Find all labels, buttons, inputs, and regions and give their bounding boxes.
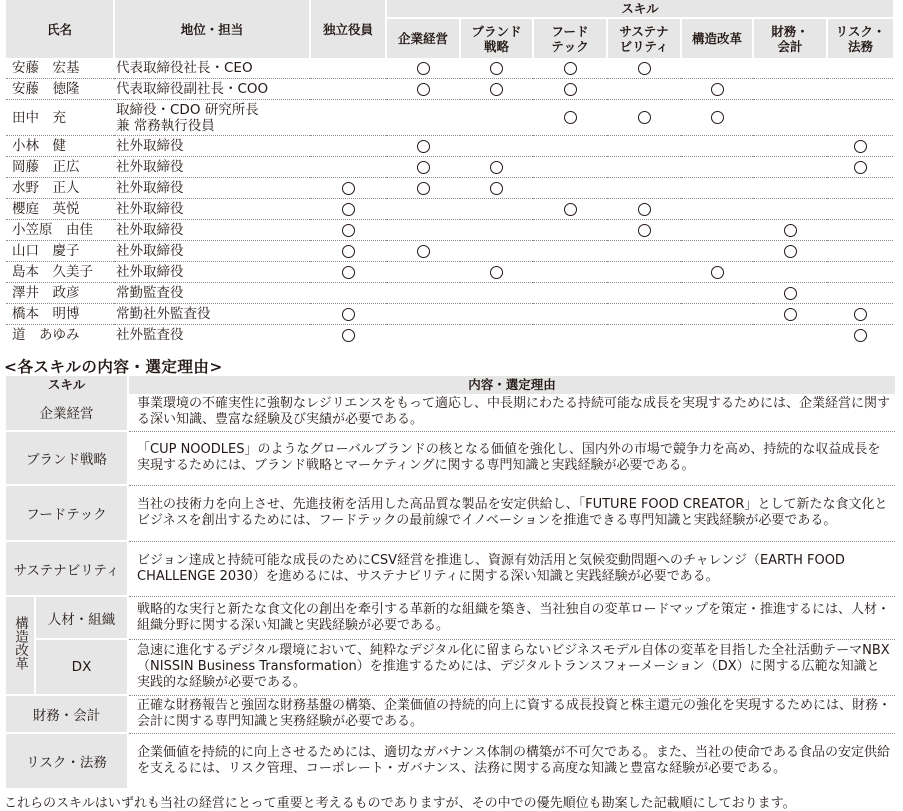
skill-cell: [607, 325, 681, 346]
skill-cell: [386, 220, 460, 241]
director-name: 小笠原 由佳: [6, 220, 114, 241]
header-skill-line: 構造改革: [691, 31, 742, 46]
skill-cell: [386, 241, 460, 262]
director-row: [6, 220, 893, 241]
header-skill-line: テック: [551, 38, 589, 54]
director-position-line: 取締役・CDO 研究所長: [116, 101, 259, 118]
skill-label-hr-organization: 人材・組織: [35, 596, 128, 639]
skill-cell: [827, 79, 893, 100]
circle-mark-icon: [490, 83, 503, 96]
header-position: 地位・担当: [114, 0, 310, 58]
director-row: [6, 325, 893, 346]
director-position-line: 社外取締役: [116, 264, 184, 280]
circle-mark-icon: [564, 83, 577, 96]
independent-cell: [310, 283, 386, 304]
director-row: [6, 283, 893, 304]
skill-cell: [533, 178, 607, 199]
circle-mark-icon: [784, 287, 797, 300]
director-position: [114, 304, 310, 325]
director-position-line: 代表取締役社長・CEO: [116, 60, 253, 76]
skill-reason-corporate-management: 事業環境の不確実性に強靭なレジリエンスをもって適応し、中長期にわたる持続可能な成長を実現するためには、企業経営に関する深い知識、豊富な経験及び実績が必要である。: [128, 394, 895, 431]
director-name: 小林 健: [6, 136, 114, 157]
circle-mark-icon: [342, 224, 355, 237]
skill-matrix-table: [6, 0, 893, 345]
header-skill-line: 財務・: [771, 23, 809, 39]
circle-mark-icon: [564, 62, 577, 75]
circle-mark-icon: [490, 182, 503, 195]
skill-cell: [827, 178, 893, 199]
director-row: [6, 100, 893, 136]
skill-cell: [753, 79, 827, 100]
independent-cell: [310, 136, 386, 157]
skill-cell: [460, 178, 533, 199]
circle-mark-icon: [784, 308, 797, 321]
skill-cell: [533, 262, 607, 283]
skill-cell: [753, 199, 827, 220]
circle-mark-icon: [342, 266, 355, 279]
director-row: [6, 241, 893, 262]
skill-cell: [753, 157, 827, 178]
skill-label-finance-accounting: 財務・会計: [6, 695, 128, 733]
skill-cell: [533, 304, 607, 325]
header-skills: スキル: [386, 0, 893, 18]
director-position-line: 常勤監査役: [116, 285, 184, 301]
skill-cell: [460, 283, 533, 304]
skill-cell: [607, 100, 681, 136]
skill-cell: [753, 58, 827, 79]
skill-cell: [827, 157, 893, 178]
skill-group-label: 構造改革: [12, 616, 28, 670]
skill-cell: [607, 157, 681, 178]
circle-mark-icon: [342, 245, 355, 258]
skill-cell: [460, 262, 533, 283]
skill-cell: [386, 136, 460, 157]
skill-label-sustainability: サステナビリティ: [6, 541, 128, 596]
skill-cell: [753, 262, 827, 283]
skill-label-risk-legal: リスク・法務: [6, 733, 128, 789]
circle-mark-icon: [854, 308, 867, 321]
circle-mark-icon: [638, 224, 651, 237]
circle-mark-icon: [854, 329, 867, 342]
header-skill-col: [533, 18, 607, 58]
header-skill-col: [607, 18, 681, 58]
header-skill-col: [460, 18, 533, 58]
circle-mark-icon: [342, 182, 355, 195]
skill-label-dx: DX: [35, 639, 128, 695]
independent-cell: [310, 241, 386, 262]
skill-cell: [827, 199, 893, 220]
director-name: 安藤 徳隆: [6, 79, 114, 100]
skill-cell: [827, 136, 893, 157]
header-independent: 独立役員: [310, 0, 386, 58]
skill-cell: [681, 157, 753, 178]
skill-label-food-tech: フードテック: [6, 485, 128, 541]
skill-cell: [681, 100, 753, 136]
director-position: [114, 325, 310, 346]
independent-cell: [310, 79, 386, 100]
skill-cell: [460, 325, 533, 346]
skill-cell: [386, 262, 460, 283]
director-position-line: 社外取締役: [116, 201, 184, 217]
circle-mark-icon: [342, 329, 355, 342]
director-position: [114, 262, 310, 283]
director-row: [6, 304, 893, 325]
skill-cell: [753, 100, 827, 136]
skill-cell: [460, 79, 533, 100]
section-title: <各スキルの内容・選定理由>: [4, 358, 223, 376]
skill-cell: [460, 220, 533, 241]
circle-mark-icon: [638, 203, 651, 216]
skill-cell: [681, 262, 753, 283]
skill-cell: [460, 157, 533, 178]
skill-cell: [681, 79, 753, 100]
header-skill-line: フード: [551, 23, 589, 39]
director-position: [114, 100, 310, 136]
skill-cell: [386, 304, 460, 325]
skill-reason-sustainability: ビジョン達成と持続可能な成長のためにCSV経営を推進し、資源有効活用と気候変動問題へのチャレンジ（EARTH FOOD CHALLENGE 2030）を進めるには、サステナビリティに関する深い知識と実践経験が必要である。: [128, 541, 895, 596]
circle-mark-icon: [417, 62, 430, 75]
independent-cell: [310, 304, 386, 325]
header-name: 氏名: [6, 0, 114, 58]
skill-label-brand-strategy: ブランド戦略: [6, 431, 128, 485]
circle-mark-icon: [784, 224, 797, 237]
circle-mark-icon: [417, 83, 430, 96]
circle-mark-icon: [417, 182, 430, 195]
skill-cell: [533, 220, 607, 241]
skill-cell: [607, 136, 681, 157]
skill-cell: [386, 157, 460, 178]
skill-cell: [533, 100, 607, 136]
director-position-line: 常勤社外監査役: [116, 306, 211, 322]
director-position: [114, 241, 310, 262]
skill-cell: [386, 178, 460, 199]
skill-reason-finance-accounting: 正確な財務報告と強固な財務基盤の構築、企業価値の持続的向上に資する成長投資と株主還元の強化を実現するためには、財務・会計に関する専門知識と実務経験が必要である。: [128, 695, 895, 733]
director-name: 橋本 明博: [6, 304, 114, 325]
skill-cell: [681, 220, 753, 241]
independent-cell: [310, 325, 386, 346]
header-skill: スキル: [6, 376, 128, 394]
director-position: [114, 283, 310, 304]
independent-cell: [310, 220, 386, 241]
independent-cell: [310, 157, 386, 178]
skill-cell: [681, 136, 753, 157]
skill-cell: [681, 283, 753, 304]
skill-cell: [827, 325, 893, 346]
footnote: これらのスキルはいずれも当社の経営にとって重要と考えるものでありますが、その中での優先順位も勘案した記載順にしております。: [4, 796, 796, 811]
skill-cell: [753, 241, 827, 262]
skill-cell: [607, 241, 681, 262]
skill-cell: [753, 220, 827, 241]
circle-mark-icon: [564, 203, 577, 216]
skill-cell: [681, 304, 753, 325]
circle-mark-icon: [711, 266, 724, 279]
skill-cell: [681, 178, 753, 199]
skill-cell: [533, 136, 607, 157]
skill-cell: [607, 304, 681, 325]
circle-mark-icon: [638, 62, 651, 75]
skill-cell: [533, 79, 607, 100]
skill-cell: [681, 325, 753, 346]
director-position-line: 社外監査役: [116, 327, 184, 343]
circle-mark-icon: [417, 140, 430, 153]
header-skill-col: [386, 18, 460, 58]
header-skill-col: [753, 18, 827, 58]
circle-mark-icon: [417, 245, 430, 258]
director-row: [6, 79, 893, 100]
circle-mark-icon: [490, 266, 503, 279]
skill-cell: [827, 304, 893, 325]
circle-mark-icon: [711, 83, 724, 96]
director-position: [114, 199, 310, 220]
circle-mark-icon: [854, 140, 867, 153]
header-skill-line: 会計: [777, 38, 803, 54]
skill-cell: [460, 100, 533, 136]
director-name: 道 あゆみ: [12, 327, 80, 343]
director-row: [6, 58, 893, 79]
skill-cell: [827, 241, 893, 262]
director-position-line: 兼 常務執行役員: [116, 117, 215, 134]
director-name: 安藤 宏基: [6, 58, 114, 79]
circle-mark-icon: [784, 245, 797, 258]
circle-mark-icon: [490, 161, 503, 174]
director-position-line: 社外取締役: [116, 159, 184, 175]
independent-cell: [310, 58, 386, 79]
circle-mark-icon: [342, 308, 355, 321]
header-skill-line: ビリティ: [619, 38, 669, 54]
director-position-line: 社外取締役: [116, 180, 184, 196]
skill-cell: [386, 325, 460, 346]
skill-cell: [607, 178, 681, 199]
director-position-line: 社外取締役: [116, 243, 184, 259]
skill-cell: [681, 58, 753, 79]
circle-mark-icon: [711, 111, 724, 124]
director-position-line: 代表取締役副社長・COO: [116, 81, 269, 97]
director-position: [114, 178, 310, 199]
skill-cell: [386, 283, 460, 304]
director-row: [6, 157, 893, 178]
skill-label-corporate-management: 企業経営: [6, 394, 128, 431]
skill-cell: [460, 136, 533, 157]
director-name: 島本 久美子: [6, 262, 114, 283]
header-skill-col: [681, 18, 753, 58]
header-skill-line: 法務: [847, 38, 873, 54]
circle-mark-icon: [564, 111, 577, 124]
skill-cell: [533, 58, 607, 79]
director-name: 田中 充: [6, 100, 114, 136]
skill-cell: [460, 304, 533, 325]
skill-cell: [827, 262, 893, 283]
skill-cell: [386, 199, 460, 220]
skill-cell: [533, 157, 607, 178]
skill-cell: [607, 199, 681, 220]
skill-cell: [827, 100, 893, 136]
director-name: 櫻庭 英悦: [6, 199, 114, 220]
skill-reason-risk-legal: 企業価値を持続的に向上させるためには、適切なガバナンス体制の構築が不可欠である。また、当社の使命である食品の安定供給を支えるには、リスク管理、コーポレート・ガバナンス、法務に関する高度な知識と豊富な経験が必要である。: [137, 745, 890, 777]
skill-cell: [533, 199, 607, 220]
skill-cell: [533, 325, 607, 346]
director-name: 澤井 政彦: [6, 283, 114, 304]
skill-group-structural-reform: [6, 596, 35, 695]
skill-cell: [681, 241, 753, 262]
circle-mark-icon: [417, 161, 430, 174]
independent-cell: [310, 178, 386, 199]
skill-reason-dx: 急速に進化するデジタル環境において、純粋なデジタル化に留まらないビジネスモデル自体の変革を目指した全社活動テーマNBX（NISSIN Business Transformation）を推進するためには、デジタルトランスフォーメーション（DX）に関する広範な知識と実践的な経験が必要である。: [128, 639, 895, 695]
independent-cell: [310, 262, 386, 283]
skill-cell: [753, 283, 827, 304]
skill-reason-brand-strategy: 「CUP NOODLES」のようなグローバルブランドの核となる価値を強化し、国内外の市場で競争力を高め、持続的な収益成長を実現するためには、ブランド戦略とマーケティングに関する専門知識と実践経験が必要である。: [128, 431, 895, 485]
skill-cell: [681, 199, 753, 220]
skill-cell: [386, 100, 460, 136]
skill-cell: [753, 325, 827, 346]
skill-cell: [607, 283, 681, 304]
skill-cell: [460, 241, 533, 262]
skill-cell: [386, 58, 460, 79]
circle-mark-icon: [854, 161, 867, 174]
skill-cell: [827, 58, 893, 79]
director-row: [6, 178, 893, 199]
skill-cell: [460, 58, 533, 79]
director-row: [6, 136, 893, 157]
director-row: [6, 262, 893, 283]
director-position: [114, 58, 310, 79]
skill-cell: [753, 178, 827, 199]
skill-cell: [386, 79, 460, 100]
header-skill-line: サステナ: [619, 23, 669, 39]
skill-cell: [607, 58, 681, 79]
skill-cell: [533, 241, 607, 262]
director-name: 山口 慶子: [6, 241, 114, 262]
header-skill-line: 戦略: [483, 38, 509, 54]
independent-cell: [310, 199, 386, 220]
skill-cell: [607, 79, 681, 100]
skill-cell: [753, 136, 827, 157]
skill-cell: [753, 304, 827, 325]
director-position-line: 社外取締役: [116, 222, 184, 238]
skill-cell: [607, 262, 681, 283]
director-name: 岡藤 正広: [6, 157, 114, 178]
director-name: 水野 正人: [6, 178, 114, 199]
skill-cell: [460, 199, 533, 220]
skill-cell: [827, 283, 893, 304]
skill-reasons-table: [6, 376, 895, 790]
director-position-line: 社外取締役: [116, 138, 184, 154]
director-row: [6, 199, 893, 220]
circle-mark-icon: [342, 203, 355, 216]
director-position: [114, 220, 310, 241]
header-skill-line: リスク・: [835, 23, 886, 39]
skill-cell: [827, 220, 893, 241]
skill-reason-food-tech: 当社の技術力を向上させ、先進技術を活用した高品質な製品を安定供給し、「FUTURE FOOD CREATOR」として新たな食文化とビジネスを創出するためには、フードテックの最前線でイノベーションを推進できる専門知識と実践経験が必要である。: [128, 485, 895, 541]
header-skill-line: ブランド: [471, 23, 522, 39]
skill-reason-hr-organization: 戦略的な実行と新たな食文化の創出を牽引する革新的な組織を築き、当社独自の変革ロードマップを策定・推進するには、人材・組織分野に関する深い知識と実践経験が必要である。: [128, 596, 895, 639]
director-position: [114, 157, 310, 178]
director-position: [114, 79, 310, 100]
independent-cell: [310, 100, 386, 136]
header-skill-col: [827, 18, 893, 58]
director-position: [114, 136, 310, 157]
circle-mark-icon: [638, 111, 651, 124]
header-skill-line: 企業経営: [397, 31, 448, 46]
skill-cell: [607, 220, 681, 241]
circle-mark-icon: [490, 62, 503, 75]
header-reason: 内容・選定理由: [128, 376, 895, 394]
skill-cell: [533, 283, 607, 304]
